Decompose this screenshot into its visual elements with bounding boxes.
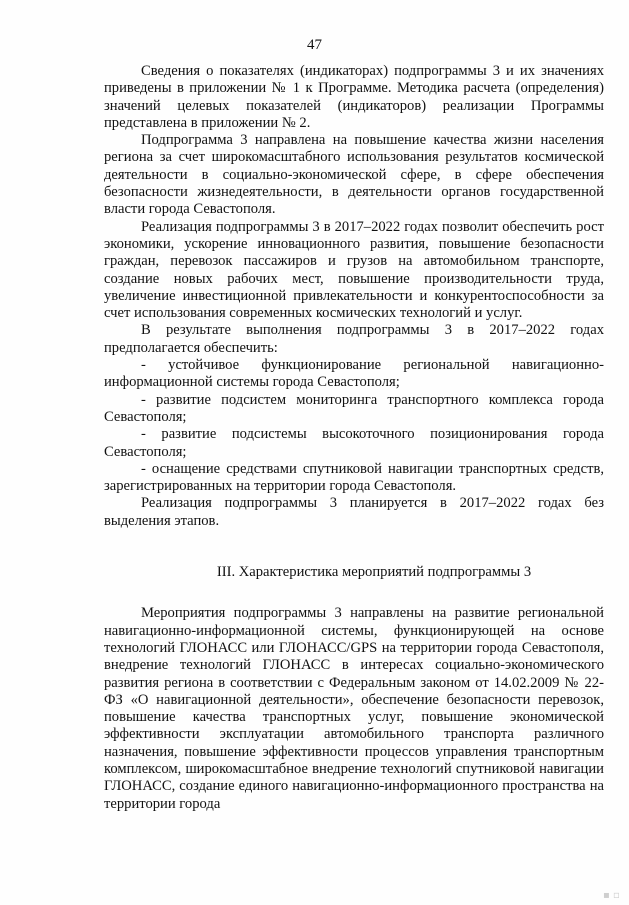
section-heading: III. Характеристика мероприятий подпрограммы 3: [216, 564, 532, 581]
paragraph-implementation-period: Реализация подпрограммы 3 планируется в 2017–2022 годах без выделения этапов.: [104, 495, 604, 529]
list-item-satellite-equipment: - оснащение средствами спутниковой навигации транспортных средств, зарегистрированных на территории города Севастополя.: [104, 460, 604, 495]
list-item-transport-monitoring: - развитие подсистем мониторинга транспортного комплекса города Севастополя;: [104, 391, 604, 425]
page-number: 47: [307, 37, 322, 53]
paragraph-subprogram-purpose: Подпрограмма 3 направлена на повышение качества жизни населения региона за счет широкомасштабного использования результатов космической деятельности в социально-экономической сфере, в сфере обеспечения безопасности жизнедеятельности, в деятельности органов государственной власти города Севастополя.: [104, 132, 604, 218]
paragraph-activities-description: Мероприятия подпрограммы 3 направлены на развитие региональной навигационно-информационной системы, функционирующей на основе технологий ГЛОНАСС или ГЛОНАСС/GPS на территории города Севастополя, внедрение технологий ГЛОНАСС в интересах социально-экономического развития региона в соответствии с Федеральным законом от 14.02.2009 № 22-ФЗ «О навигационной деятельности», обеспечение безопасности перевозок, повышение качества транспортных услуг, повышение экономической эффективности эксплуатации автомобильного транспорта различного назначения, повышение эффективности процессов управления транспортным комплексом, широкомасштабное внедрение технологий спутниковой навигации ГЛОНАСС, создание единого навигационно-информационного пространства на территории города: [104, 605, 604, 812]
paragraph-implementation-effects: Реализация подпрограммы 3 в 2017–2022 годах позволит обеспечить рост экономики, ускорение инновационного развития, повышение безопасности граждан, перевозок пассажиров и грузов на автомобильном транспорте, создание новых рабочих мест, повышение производительности труда, увеличение инвестиционной привлекательности и конкурентоспособности за счет использования современных космических технологий и услуг.: [104, 218, 604, 322]
list-item-navigation-system: - устойчивое функционирование региональной навигационно-информационной системы города Севастополя;: [104, 357, 604, 391]
scan-corner-mark: ▪ ▫: [603, 890, 620, 901]
list-item-high-precision-positioning: - развитие подсистемы высокоточного позиционирования города Севастополя;: [104, 426, 604, 460]
document-body: [104, 63, 604, 813]
paragraph-indicators-info: Сведения о показателях (индикаторах) подпрограммы 3 и их значениях приведены в приложении № 1 к Программе. Методика расчета (определения) значений целевых показателей (индикаторов) реализации Программы представлена в приложении № 2.: [104, 63, 604, 131]
paragraph-expected-results-intro: В результате выполнения подпрограммы 3 в 2017–2022 годах предполагается обеспечить:: [104, 322, 604, 356]
